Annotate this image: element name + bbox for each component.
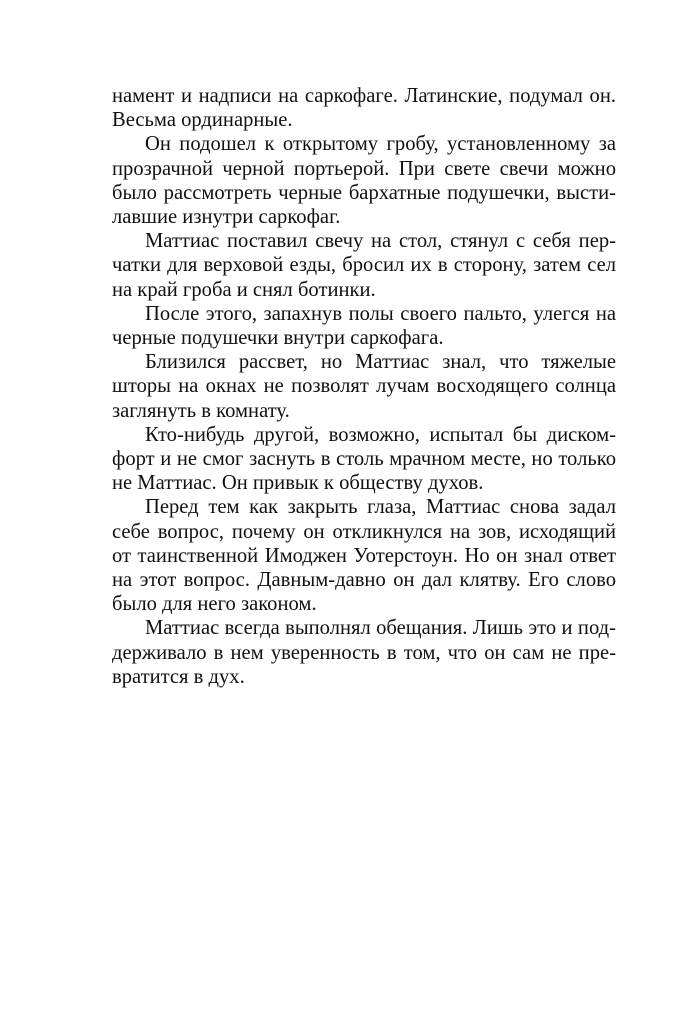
text-line: Он подошел к открытому гробу, установленному за <box>145 133 616 156</box>
text-line: от таинственной Имоджен Уотерстоун. Но он знал ответ <box>112 544 616 567</box>
text-line: держивало в нем уверенность в том, что он сам не пре- <box>112 641 616 664</box>
paragraph-5 <box>112 350 616 423</box>
text-line: было для него законом. <box>112 593 317 616</box>
text-line: чатки для верховой езды, бросил их в сторону, затем сел <box>112 254 616 277</box>
text-line: себе вопрос, почему он откликнулся на зов, исходящий <box>112 520 616 543</box>
text-line: Перед тем как закрыть глаза, Маттиас снова задал <box>145 496 616 519</box>
text-line: черные подушечки внутри саркофага. <box>112 327 444 350</box>
text-line: было рассмотреть черные бархатные подушечки, высти- <box>112 181 616 204</box>
paragraph-6 <box>112 423 616 496</box>
text-line: на край гроба и снял ботинки. <box>112 278 376 301</box>
paragraph-1 <box>112 84 616 132</box>
paragraph-7 <box>112 495 616 616</box>
text-line: на этот вопрос. Давным-давно он дал клятву. Его слово <box>112 569 616 592</box>
paragraph-2 <box>112 132 616 229</box>
text-line: не Маттиас. Он привык к обществу духов. <box>112 472 484 495</box>
text-line: лавшие изнутри саркофаг. <box>112 206 341 229</box>
text-line: Кто-нибудь другой, возможно, испытал бы диском- <box>145 423 616 446</box>
paragraph-3 <box>112 229 616 302</box>
text-line: После этого, запахнув полы своего пальто, улегся на <box>145 302 616 325</box>
paragraph-4 <box>112 302 616 350</box>
text-line: прозрачной черной портьерой. При свете свечи можно <box>112 157 616 180</box>
paragraph-8 <box>112 616 616 689</box>
text-line: вратится в дух. <box>112 665 245 688</box>
text-line: шторы на окнах не позволят лучам восходящего солнца <box>112 375 616 398</box>
text-line: форт и не смог заснуть в столь мрачном месте, но только <box>112 448 616 471</box>
text-line: заглянуть в комнату. <box>112 399 290 422</box>
page-body <box>112 84 616 689</box>
text-line: намент и надписи на саркофаге. Латинские, подумал он. <box>112 85 616 107</box>
text-line: Маттиас поставил свечу на стол, стянул с себя пер- <box>145 230 616 253</box>
text-line: Маттиас всегда выполнял обещания. Лишь это и под- <box>145 617 616 640</box>
text-line: Весьма ординарные. <box>112 109 293 132</box>
text-line: Близился рассвет, но Маттиас знал, что тяжелые <box>145 351 616 374</box>
